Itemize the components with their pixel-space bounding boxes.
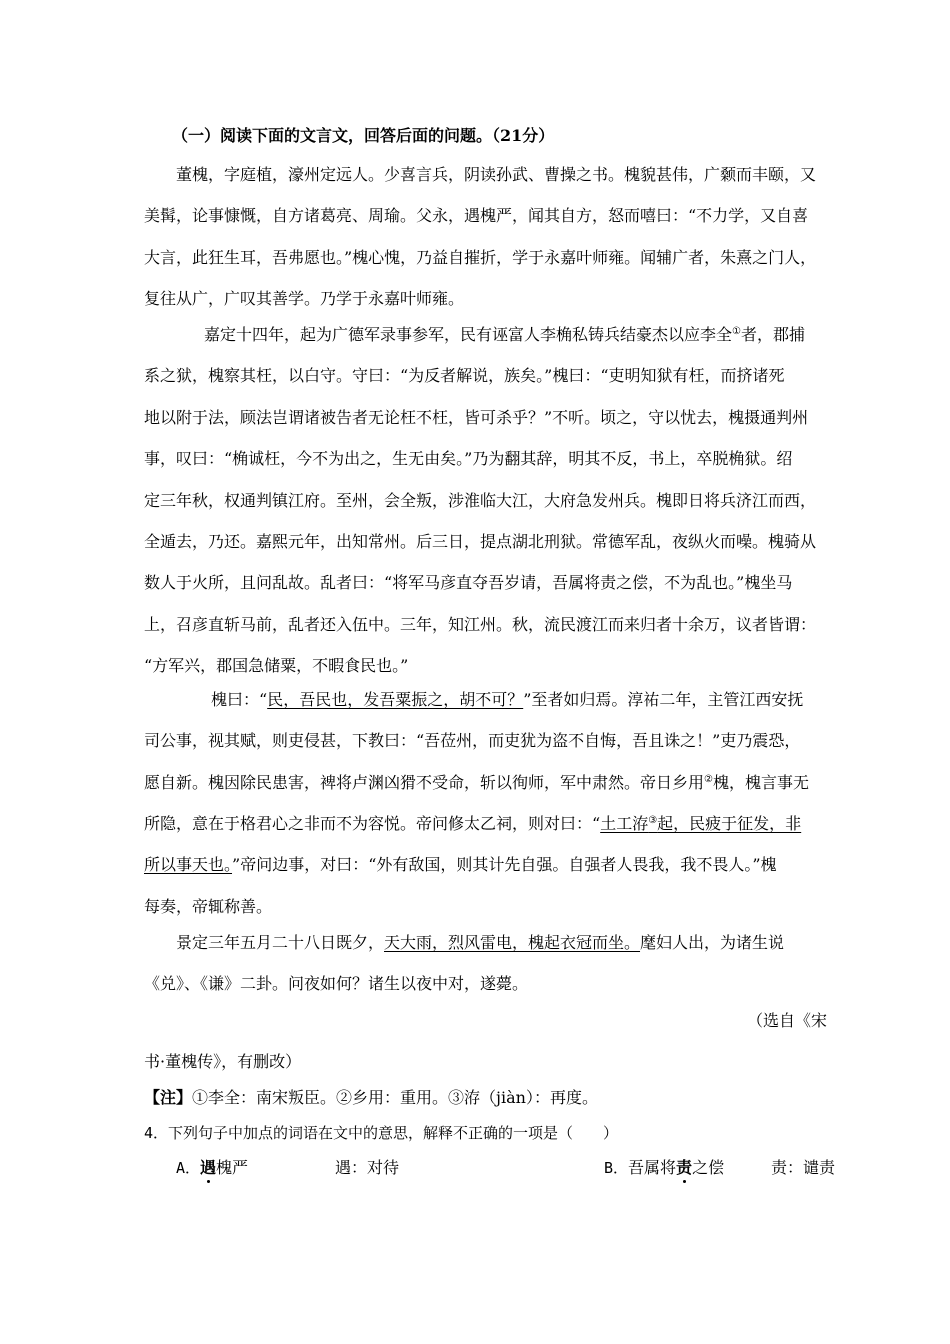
underlined-sentence [600, 814, 801, 833]
passage-line: 司公事，视其赋，则吏侵甚，下教曰：“吾莅州，而吏犹为盗不自悔，吾且诛之！”吏乃震恐， [144, 731, 801, 750]
passage-line [211, 690, 803, 710]
passage-text: ”帝问边事，对曰：“外有敌国，则其计先自强。自强者人畏我，我不畏人。”槐 [232, 855, 777, 874]
option-b[interactable] [604, 1158, 724, 1178]
footnote-tag: 【注】 [144, 1088, 193, 1107]
footnote-marker: ② [704, 774, 713, 785]
passage-line: 《兑》、《谦》二卦。问夜如何？诸生以夜中对，遂薨。 [144, 974, 529, 993]
option-a[interactable] [176, 1158, 248, 1178]
underlined-sentence: 天大雨，烈风雷电，槐起衣冠而坐。 [384, 933, 641, 952]
option-text: 之偿 [692, 1158, 725, 1177]
passage-text: 麾妇人出，为诸生说 [640, 933, 785, 952]
passage-line: 定三年秋，权通判镇江府。至州，会全叛，涉淮临大江，大府急发州兵。槐即日将兵济江而西， [144, 491, 817, 510]
question-stem: 4．下列句子中加点的词语在文中的意思，解释不正确的一项是（ ） [144, 1124, 619, 1142]
option-b-meaning: 责：谴责 [771, 1158, 836, 1177]
source-citation: 书·董槐传》，有删改） [144, 1052, 302, 1071]
footnote-text: ①李全：南宋叛臣。②乡用：重用。③洊（jiàn）：再度。 [192, 1088, 598, 1107]
passage-line: 数人于火所，且问乱故。乱者曰：“将军马彦直夺吾岁请，吾属将责之偿，不为乱也。”槐坐马 [144, 573, 793, 592]
option-text: 槐严 [216, 1158, 249, 1177]
passage-line: 地以附于法，顾法岂谓诸被告者无论枉不枉，皆可杀乎？”不听。顷之，守以忧去，槐摄通判州 [144, 408, 809, 427]
dotted-word: 责 [676, 1158, 693, 1177]
source-citation: （选自《宋 [747, 1011, 828, 1030]
underlined-text: 土工洊 [600, 814, 649, 833]
option-letter: A． [176, 1159, 201, 1177]
section-title: （一）阅读下面的文言文，回答后面的问题。（21分） [172, 126, 555, 145]
dotted-word: 遇 [200, 1158, 217, 1177]
footnote-marker: ① [732, 326, 741, 337]
passage-text: 愿自新。槐因除民患害，裨将卢渊凶猾不受命，斩以徇师，军中肃然。帝日乡用 [144, 773, 705, 792]
passage-line: 复往从广，广叹其善学。乃学于永嘉叶师雍。 [144, 289, 465, 308]
passage-line: 事，叹曰：“桷诚枉，今不为出之，生无由矣。”乃为翻其辞，明其不反，书上，卒脱桷狱。绍 [144, 449, 793, 468]
underlined-text: 起，民疲于征发，非 [657, 814, 802, 833]
passage-line: “方军兴，郡国急储粟，不暇食民也。” [144, 656, 409, 675]
passage-text: 槐曰：“ [211, 690, 268, 709]
option-letter: B． [604, 1159, 629, 1177]
passage-line: 美髯，论事慷慨，自方诸葛亮、周瑜。父永，遇槐严，闻其自方，怒而嘻曰：“不力学，又自喜 [144, 206, 809, 225]
passage-line [144, 855, 777, 875]
underlined-sentence: 民，吾民也，发吾粟振之，胡不可？ [267, 690, 524, 709]
passage-line [176, 933, 784, 953]
underlined-sentence: 所以事天也。 [144, 855, 233, 874]
option-text: 吾属将 [628, 1158, 677, 1177]
passage-line: 大言，此狂生耳，吾弗愿也。”槐心愧，乃益自摧折，学于永嘉叶师雍。闻辅广者，朱熹之门人， [144, 248, 817, 267]
passage-text: 嘉定十四年，起为广德军录事参军，民有诬富人李桷私铸兵结豪杰以应李全 [204, 325, 733, 344]
passage-line: 每奏，帝辄称善。 [144, 897, 273, 916]
footnote [144, 1088, 598, 1108]
passage-text: 者，郡捕 [740, 325, 805, 344]
passage-text: ”至者如归焉。淳祐二年，主管江西安抚 [523, 690, 804, 709]
passage-text: 槐，槐言事无 [712, 773, 809, 792]
passage-text: 景定三年五月二十八日既夕， [176, 933, 385, 952]
passage-line: 全遁去，乃还。嘉熙元年，出知常州。后三日，提点湖北刑狱。常德军乱，夜纵火而噪。槐骑从 [144, 532, 817, 551]
passage-line: 董槐，字庭植，濠州定远人。少喜言兵，阴读孙武、曹操之书。槐貌甚伟，广颡而丰颐，又 [176, 165, 817, 184]
passage-line [144, 814, 801, 834]
passage-line [204, 325, 805, 345]
passage-line: 系之狱，槐察其枉，以白守。守曰：“为反者解说，族矣。”槐曰：“吏明知狱有枉，而挤诸死 [144, 366, 785, 385]
passage-text: 所隐，意在于格君心之非而不为容悦。帝问修太乙祠，则对曰：“ [144, 814, 601, 833]
option-a-meaning: 遇：对待 [335, 1158, 400, 1177]
passage-line [144, 773, 809, 793]
passage-line: 上，召彦直斩马前，乱者还入伍中。三年，知江州。秋，流民渡江而来归者十余万，议者皆谓： [144, 615, 817, 634]
footnote-marker: ③ [648, 815, 658, 826]
